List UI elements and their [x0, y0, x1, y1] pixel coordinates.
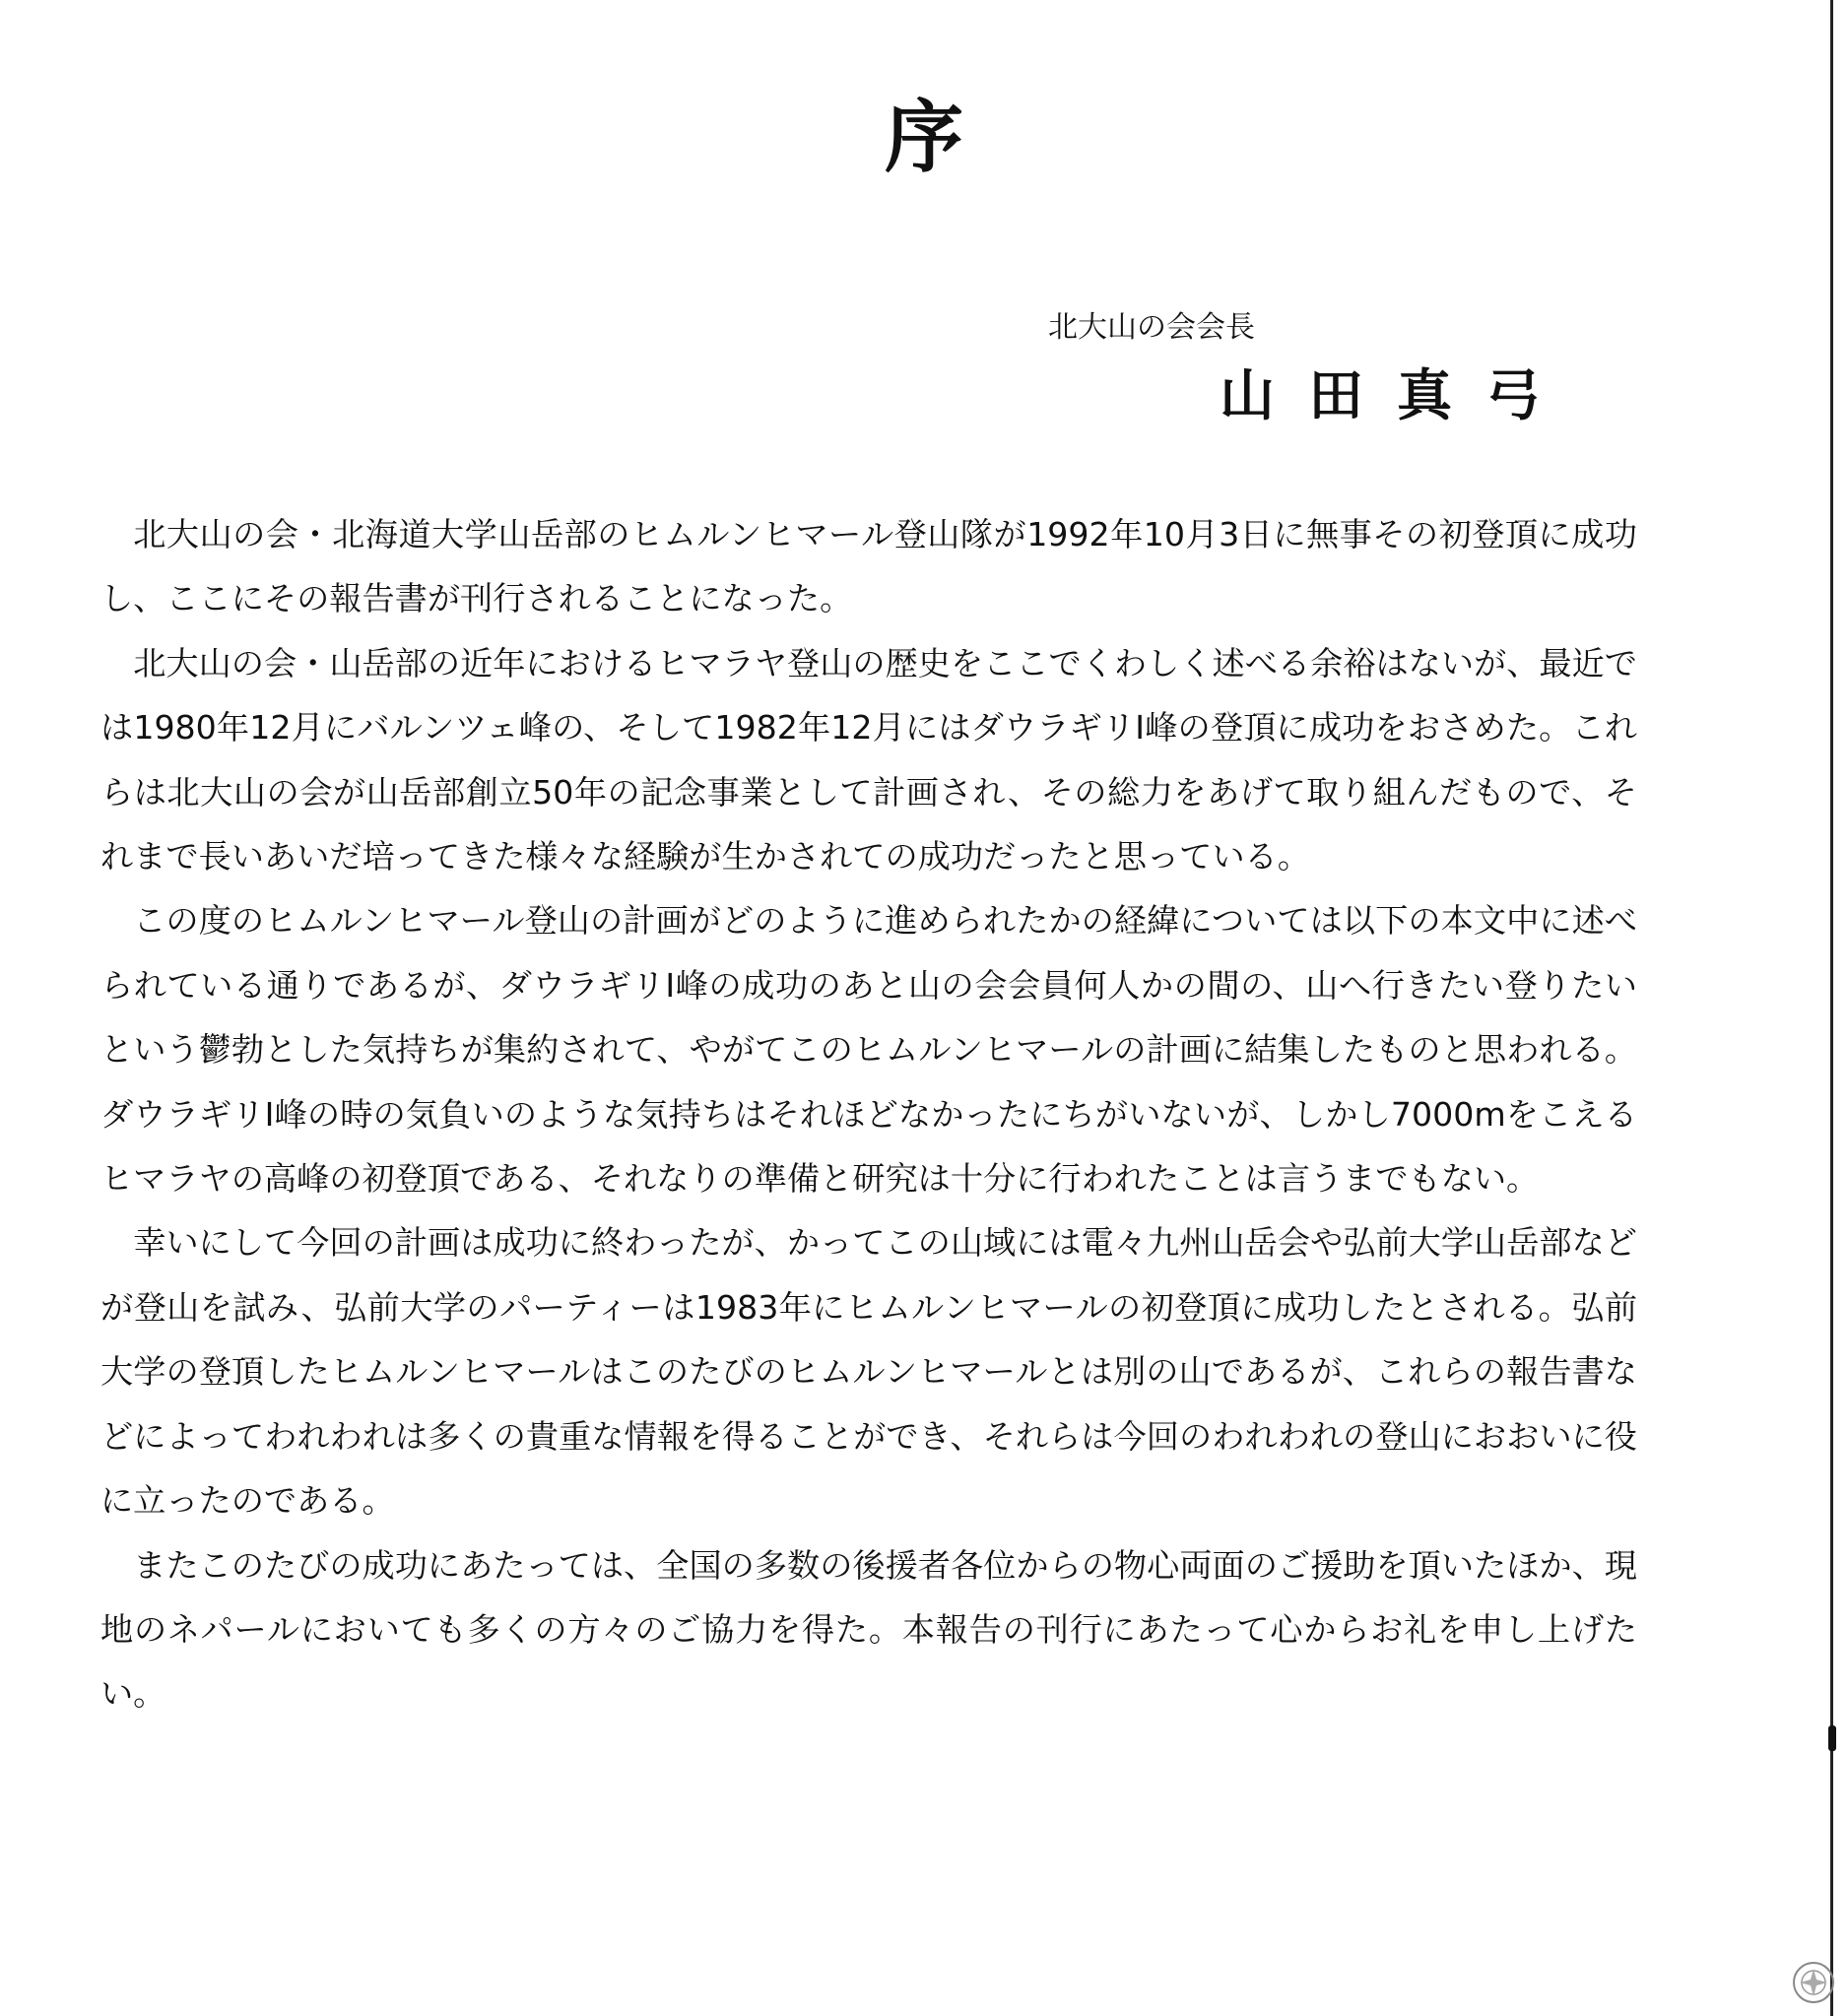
paragraph: 北大山の会・山岳部の近年におけるヒマラヤ登山の歴史をここでくわしく述べる余裕はないが、最近では1980年12月にバルンツェ峰の、そして1982年12月にはダウラギリⅠ峰の登頂に成功をおさめた。これらは北大山の会が山岳部創立50年の記念事業として計画され、その総力をあげて取り組んだもので、それまで長いあいだ培ってきた様々な経験が生かされての成功だったと思っている。 — [100, 643, 1637, 877]
author-affiliation: 北大山の会会長 — [1048, 310, 1255, 345]
author-name: 山田真弓 — [1220, 363, 1574, 428]
paragraph: この度のヒムルンヒマール登山の計画がどのように進められたかの経緯については以下の本文中に述べられている通りであるが、ダウラギリⅠ峰の成功のあと山の会会員何人かの間の、山へ行きたい登りたいという鬱勃とした気持ちが集約されて、やがてこのヒムルンヒマールの計画に結集したものと思われる。ダウラギリⅠ峰の時の気負いのような気持ちはそれほどなかったにちがいないが、しかし7000mをこえるヒマラヤの高峰の初登頂である、それなりの準備と研究は十分に行われたことは言うまでもない。 — [100, 901, 1637, 1199]
paragraph: またこのたびの成功にあたっては、全国の多数の後援者各位からの物心両面のご援助を頂いたほか、現地のネパールにおいても多くの方々のご協力を得た。本報告の刊行にあたって心からお礼を申し上げたい。 — [100, 1545, 1637, 1714]
paragraph: 幸いにして今回の計画は成功に終わったが、かってこの山域には電々九州山岳会や弘前大学山岳部などが登山を試み、弘前大学のパーティーは1983年にヒムルンヒマールの初登頂に成功したとされる。弘前大学の登頂したヒムルンヒマールはこのたびのヒムルンヒマールとは別の山であるが、これらの報告書などによってわれわれは多くの貴重な情報を得ることができ、それらは今回のわれわれの登山におおいに役に立ったのである。 — [100, 1223, 1637, 1521]
body-text — [100, 502, 1637, 1726]
scan-edge-mark — [1828, 1725, 1836, 1751]
paragraph: 北大山の会・北海道大学山岳部のヒムルンヒマール登山隊が1992年10月3日に無事その初登頂に成功し、ここにその報告書が刊行されることになった。 — [100, 515, 1637, 618]
scan-edge-line — [1830, 0, 1833, 2016]
library-seal-icon — [1791, 1960, 1836, 2005]
page-title: 序 — [885, 92, 963, 183]
